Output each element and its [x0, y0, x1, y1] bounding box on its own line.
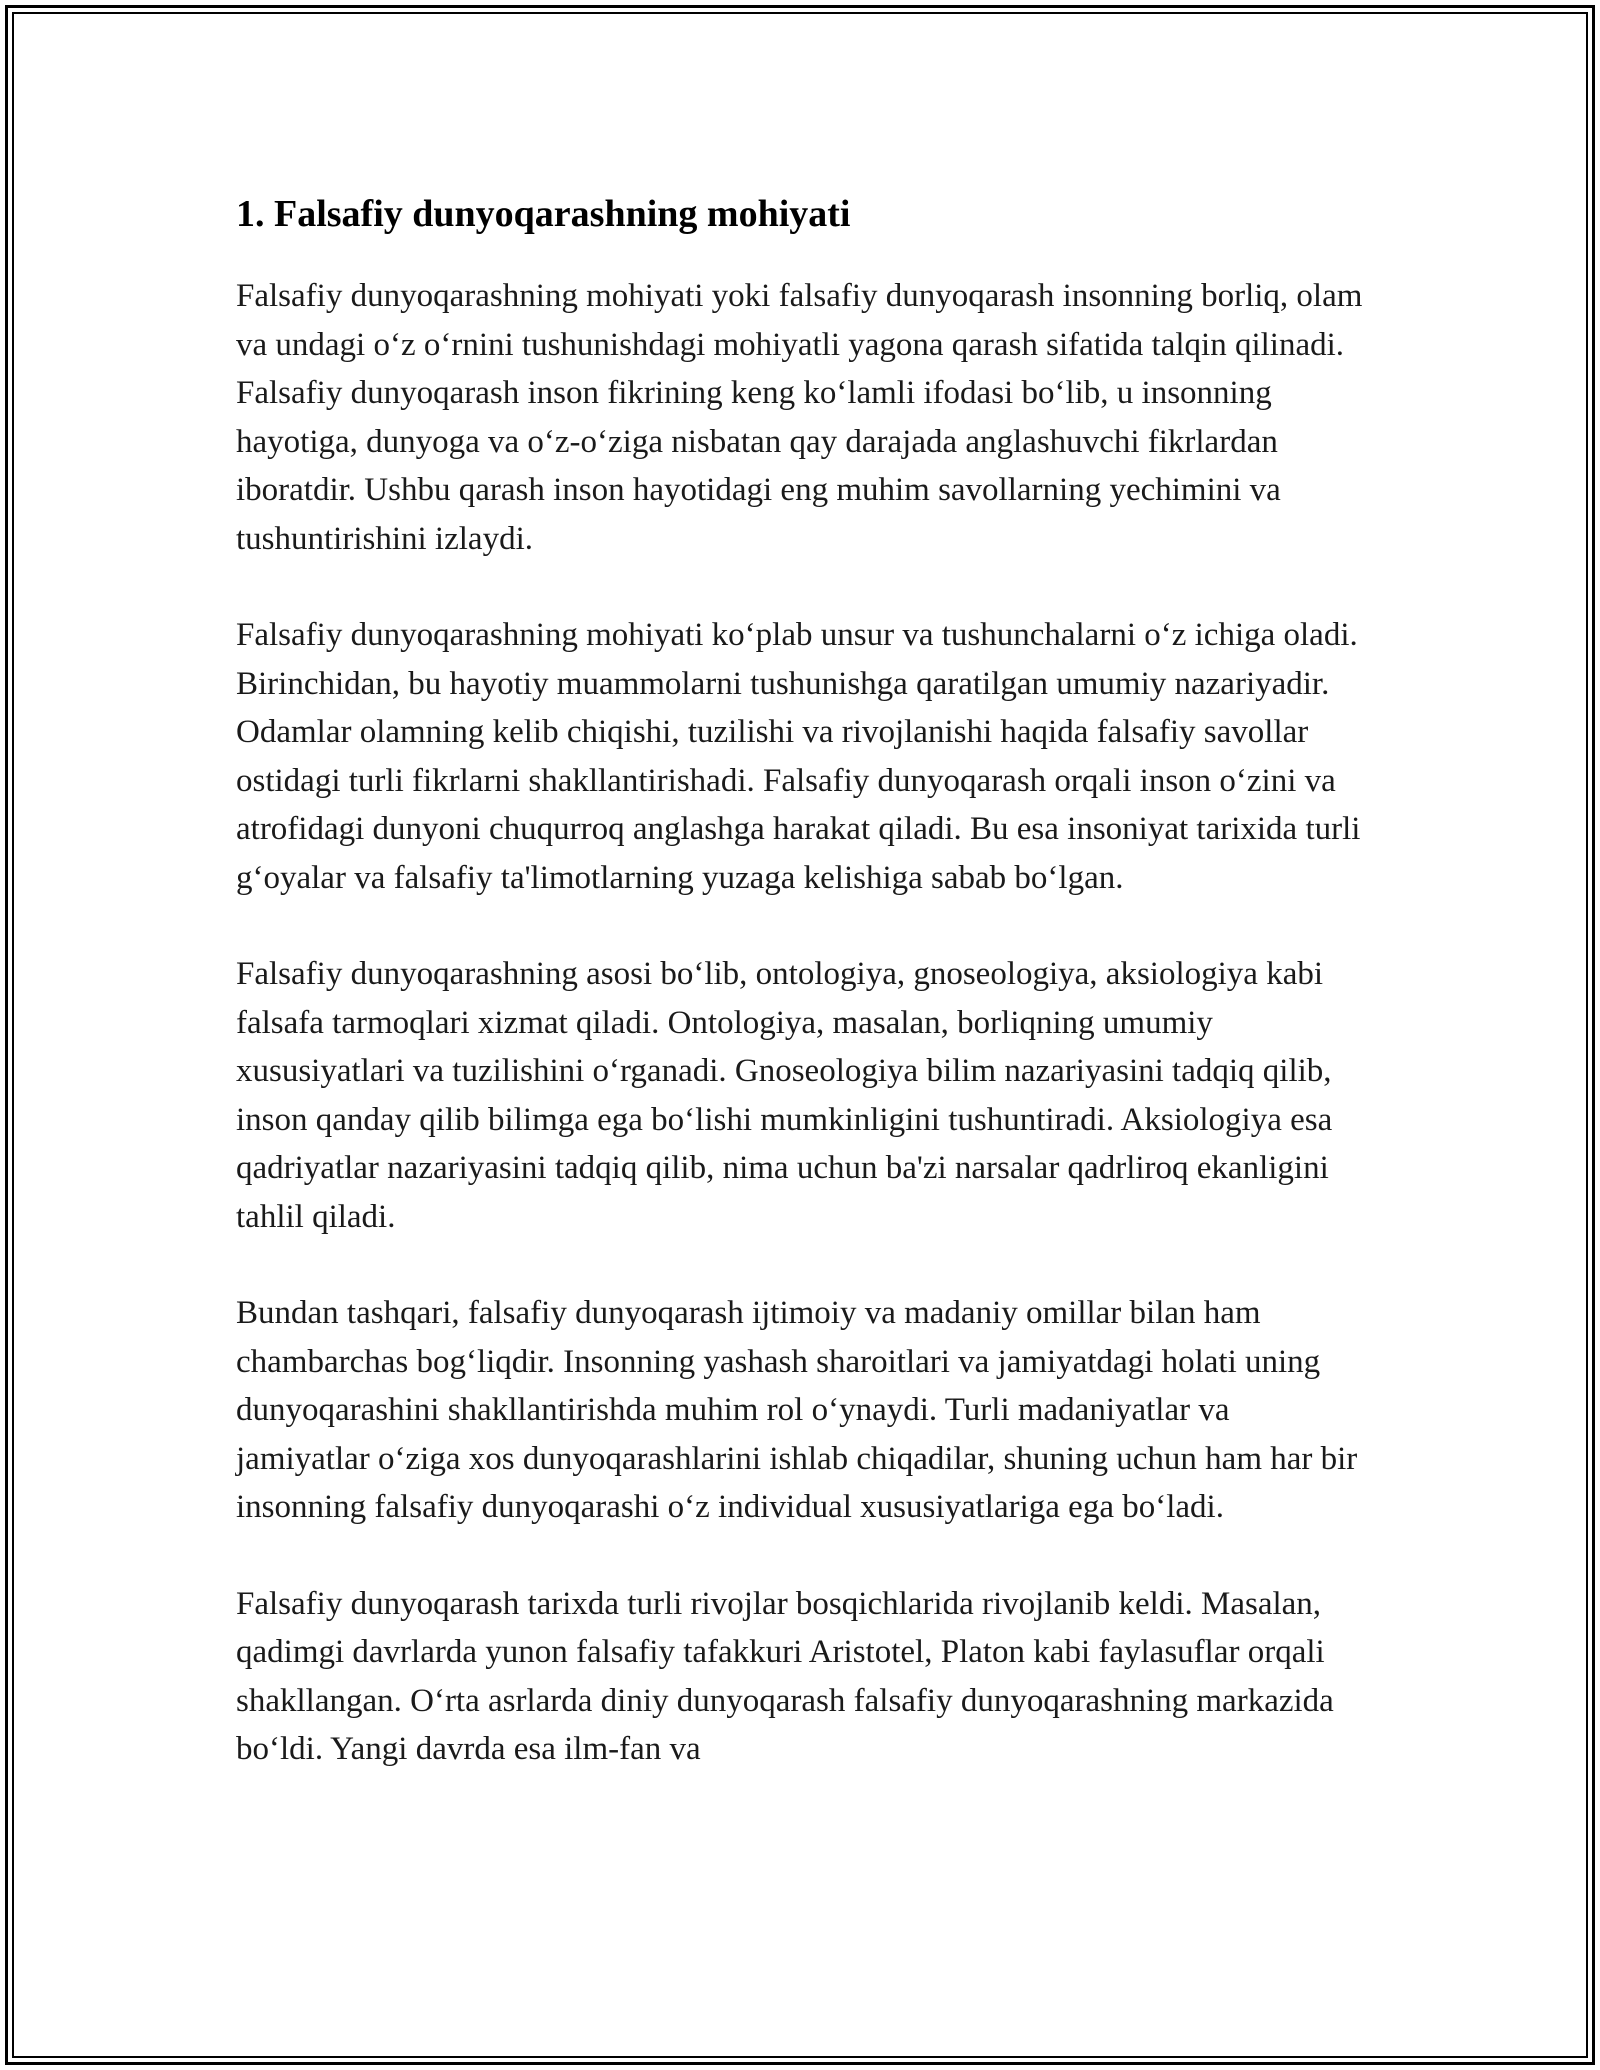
- section-heading: 1. Falsafiy dunyoqarashning mohiyati: [236, 193, 851, 235]
- paragraph-5: Falsafiy dunyoqarash tarixda turli rivojlar bosqichlarida rivojlanib keldi. Masalan, qadimgi davrlarda yunon falsafiy tafakkuri Aristotel, Platon kabi faylasuflar orqali shakllangan. O‘rta asrlarda diniy dunyoqarash falsafiy dunyoqarashning markazida bo‘ldi. Yangi davrda esa ilm-fan va: [236, 1585, 1334, 1767]
- document-body: [236, 186, 1366, 1822]
- paragraph-3: Falsafiy dunyoqarashning asosi bo‘lib, ontologiya, gnoseologiya, aksiologiya kabi falsafa tarmoqlari xizmat qiladi. Ontologiya, masalan, borliqning umumiy xususiyatlari va tuzilishini o‘rganadi. Gnoseologiya bilim nazariyasini tadqiq qilib, inson qanday qilib bilimga ega bo‘lishi mumkinligini tushuntiradi. Aksiologiya esa qadriyatlar nazariyasini tadqiq qilib, nima uchun ba'zi narsalar qadrliroq ekanligini tahlil qiladi.: [236, 956, 1333, 1235]
- paragraph-2: Falsafiy dunyoqarashning mohiyati ko‘plab unsur va tushunchalarni o‘z ichiga oladi. Birinchidan, bu hayotiy muammolarni tushunishga qaratilgan umumiy nazariyadir. Odamlar olamning kelib chiqishi, tuzilishi va rivojlanishi haqida falsafiy savollar ostidagi turli fikrlarni shakllantirishadi. Falsafiy dunyoqarash orqali inson o‘zini va atrofidagi dunyoni chuqurroq anglashga harakat qiladi. Bu esa insoniyat tarixida turli g‘oyalar va falsafiy ta'limotlarning yuzaga kelishiga sabab bo‘lgan.: [236, 617, 1361, 896]
- paragraph-4: Bundan tashqari, falsafiy dunyoqarash ijtimoiy va madaniy omillar bilan ham chambarchas bog‘liqdir. Insonning yashash sharoitlari va jamiyatdagi holati uning dunyoqarashini shakllantirishda muhim rol o‘ynaydi. Turli madaniyatlar va jamiyatlar o‘ziga xos dunyoqarashlarini ishlab chiqadilar, shuning uchun ham har bir insonning falsafiy dunyoqarashi o‘z individual xususiyatlariga ega bo‘ladi.: [236, 1295, 1358, 1525]
- paragraph-1: Falsafiy dunyoqarashning mohiyati yoki falsafiy dunyoqarash insonning borliq, olam va undagi o‘z o‘rnini tushunishdagi mohiyatli yagona qarash sifatida talqin qilinadi. Falsafiy dunyoqarash inson fikrining keng ko‘lamli ifodasi bo‘lib, u insonning hayotiga, dunyoga va o‘z-o‘ziga nisbatan qay darajada anglashuvchi fikrlardan iboratdir. Ushbu qarash inson hayotidagi eng muhim savollarning yechimini va tushuntirishini izlaydi.: [236, 278, 1363, 557]
